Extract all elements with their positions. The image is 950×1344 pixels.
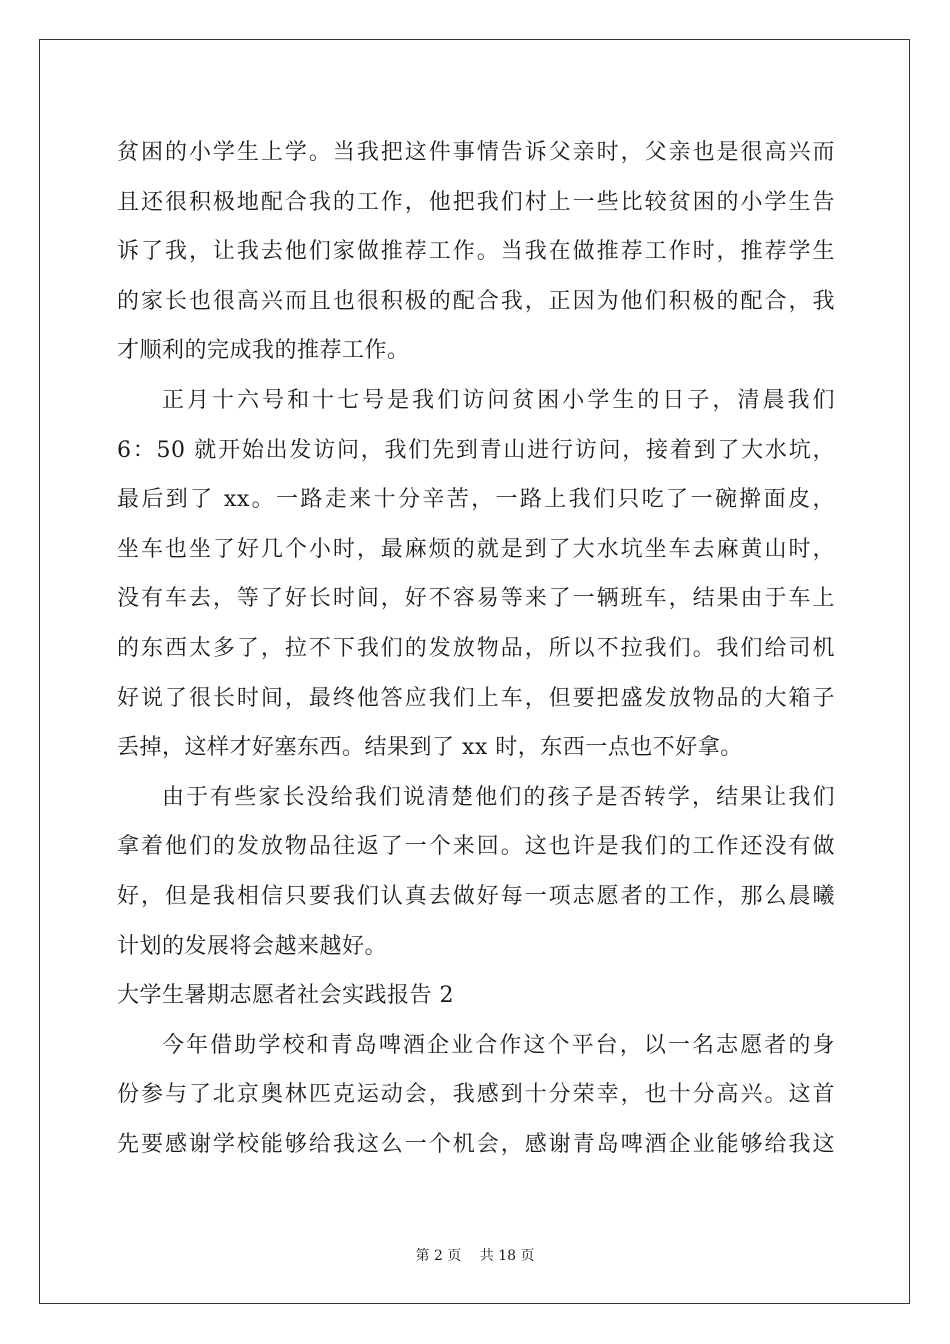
text-line: 由于有些家长没给我们说清楚他们的孩子是否转学，结果让我们 (162, 784, 835, 810)
text-line: 先要感谢学校能够给我这么一个机会，感谢青岛啤酒企业能够给我这 (117, 1131, 835, 1157)
text-line: 计划的发展将会越来越好。 (117, 933, 388, 959)
text-line: 贫困的小学生上学。当我把这件事情告诉父亲时，父亲也是很高兴而 (117, 140, 835, 165)
text-line: 好，但是我相信只要我们认真去做好每一项志愿者的工作，那么晨曦 (117, 883, 835, 909)
text-line: 且还很积极地配合我的工作，他把我们村上一些比较贫困的小学生告 (117, 189, 835, 215)
text-line: 的家长也很高兴而且也很积极的配合我，正因为他们积极的配合，我 (117, 288, 835, 314)
text-line: 诉了我，让我去他们家做推荐工作。当我在做推荐工作时，推荐学生 (117, 239, 835, 265)
section-heading: 大学生暑期志愿者社会实践报告 2 (117, 983, 454, 1009)
text-line: 才顺利的完成我的推荐工作。 (117, 338, 410, 364)
text-line: 正月十六号和十七号是我们访问贫困小学生的日子，清晨我们 (162, 387, 835, 413)
text-line: 今年借助学校和青岛啤酒企业合作这个平台，以一名志愿者的身 (162, 1032, 835, 1058)
document-body (117, 128, 835, 1169)
text-line: 坐车也坐了好几个小时，最麻烦的就是到了大水坑坐车去麻黄山时， (117, 536, 835, 562)
text-line: 丢掉，这样才好塞东西。结果到了 xx 时，东西一点也不好拿。 (117, 735, 743, 761)
text-line: 的东西太多了，拉不下我们的发放物品，所以不拉我们。我们给司机 (117, 635, 835, 661)
text-line: 好说了很长时间，最终他答应我们上车，但要把盛发放物品的大箱子 (117, 685, 835, 711)
text-line: 最后到了 xx。一路走来十分辛苦，一路上我们只吃了一碗擀面皮， (117, 487, 835, 513)
text-line: 拿着他们的发放物品往返了一个来回。这也许是我们的工作还没有做 (117, 834, 835, 860)
text-line: 份参与了北京奥林匹克运动会，我感到十分荣幸，也十分高兴。这首 (117, 1082, 835, 1108)
text-line: 没有车去，等了好长时间，好不容易等来了一辆班车，结果由于车上 (117, 586, 835, 612)
page-number: 第 2 页 共 18 页 (415, 1248, 535, 1264)
text-line: 6：50 就开始出发访问，我们先到青山进行访问，接着到了大水坑， (117, 437, 835, 463)
